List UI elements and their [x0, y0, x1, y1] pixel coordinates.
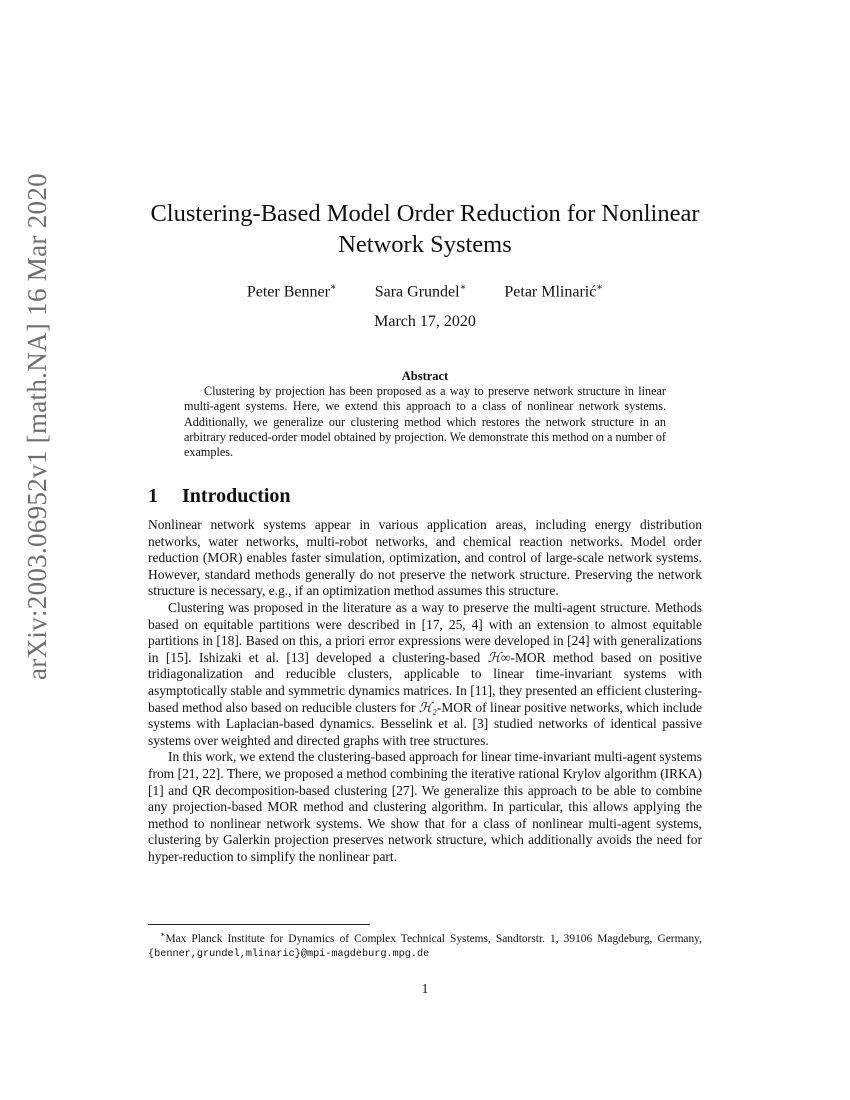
paragraph-2-text: -MOR of linear positive networks, which include systems with Laplacian-based dynamics. Besselink et al. [3] studied networks of identical passive systems over weighted and directed graphs with tree structures.	[148, 699, 702, 748]
footnote-mark: ∗	[160, 930, 166, 939]
author-entry	[247, 278, 337, 302]
paragraph-2-text: Clustering was proposed in the literature as a way to preserve the multi-agent structure. Methods based on equitable partitions were described in [17, 25, 4] with an extension to almost equitable partitions in [18]. Based on this, a priori error expressions were developed in [24] with generalizations in [15]. Ishizaki et al. [13] developed a clustering-based	[148, 599, 702, 665]
author-name: Petar Mlinarić	[504, 283, 597, 301]
author-footnote-mark: ∗	[596, 282, 604, 293]
footnote-affiliation: Max Planck Institute for Dynamics of Complex Technical Systems, Sandtorstr. 1, 39106 Magdeburg, Germany,	[165, 932, 702, 945]
paragraph-2-text: -MOR method based on positive tridiagonalization and reducible clusters, applicable to linear time-invariant systems with asymptotically stable and symmetric dynamics matrices. In [11], they presented an efficient clustering-based method also based on reducible clusters for	[148, 649, 702, 715]
publication-date: March 17, 2020	[374, 313, 476, 330]
paragraph-1: Nonlinear network systems appear in various application areas, including energy distribution networks, water networks, multi-robot networks, and chemical reaction networks. Model order reduction (MOR) enables faster simulation, optimization, and control of large-scale network systems. However, standard methods generally do not preserve the network structure. Preserving the network structure is necessary, e.g., if an optimization method assumes this structure.	[148, 517, 702, 599]
section-title: Introduction	[182, 485, 291, 507]
footnote	[148, 928, 702, 963]
section-number: 1	[148, 485, 158, 507]
author-entry	[504, 278, 603, 302]
footnote-divider	[148, 924, 370, 925]
abstract-heading: Abstract	[401, 369, 449, 383]
author-name: Sara Grundel	[374, 283, 460, 301]
section-body	[148, 517, 702, 865]
arxiv-identifier-stamp: arXiv:2003.06952v1 [math.NA] 16 Mar 2020	[22, 173, 52, 680]
h-two-symbol: ℋ₂	[418, 699, 437, 715]
footnote-emails: {benner,grundel,mlinaric}@mpi-magdeburg.mpg.de	[148, 949, 430, 961]
paragraph-2	[148, 600, 702, 749]
section-heading	[148, 484, 702, 508]
paper-title: Clustering-Based Model Order Reduction for Nonlinear Network Systems	[150, 200, 700, 258]
page-number: 1	[421, 981, 429, 996]
abstract-text: Clustering by projection has been proposed as a way to preserve network structure in linear multi-agent systems. Here, we extend this approach to a class of nonlinear network systems. Additionally, we generalize our clustering method which restores the network structure in an arbitrary reduced-order model obtained by projection. We demonstrate this method on a number of examples.	[184, 384, 666, 460]
author-footnote-mark: ∗	[459, 282, 467, 293]
author-footnote-mark: ∗	[329, 282, 337, 293]
author-entry	[375, 278, 467, 302]
paragraph-3: In this work, we extend the clustering-based approach for linear time-invariant multi-agent systems from [21, 22]. There, we proposed a method combining the iterative rational Krylov algorithm (IRKA) [1] and QR decomposition-based clustering [27]. We generalize this approach to be able to combine any projection-based MOR method and clustering algorithm. In particular, this allows applying the method to nonlinear network systems. We show that for a class of nonlinear multi-agent systems, clustering by Galerkin projection preserves network structure, which additionally avoids the need for hyper-reduction to simplify the nonlinear part.	[148, 749, 702, 864]
author-list	[148, 278, 702, 302]
h-infinity-symbol: ℋ∞	[487, 649, 511, 665]
author-name: Peter Benner	[246, 283, 330, 301]
